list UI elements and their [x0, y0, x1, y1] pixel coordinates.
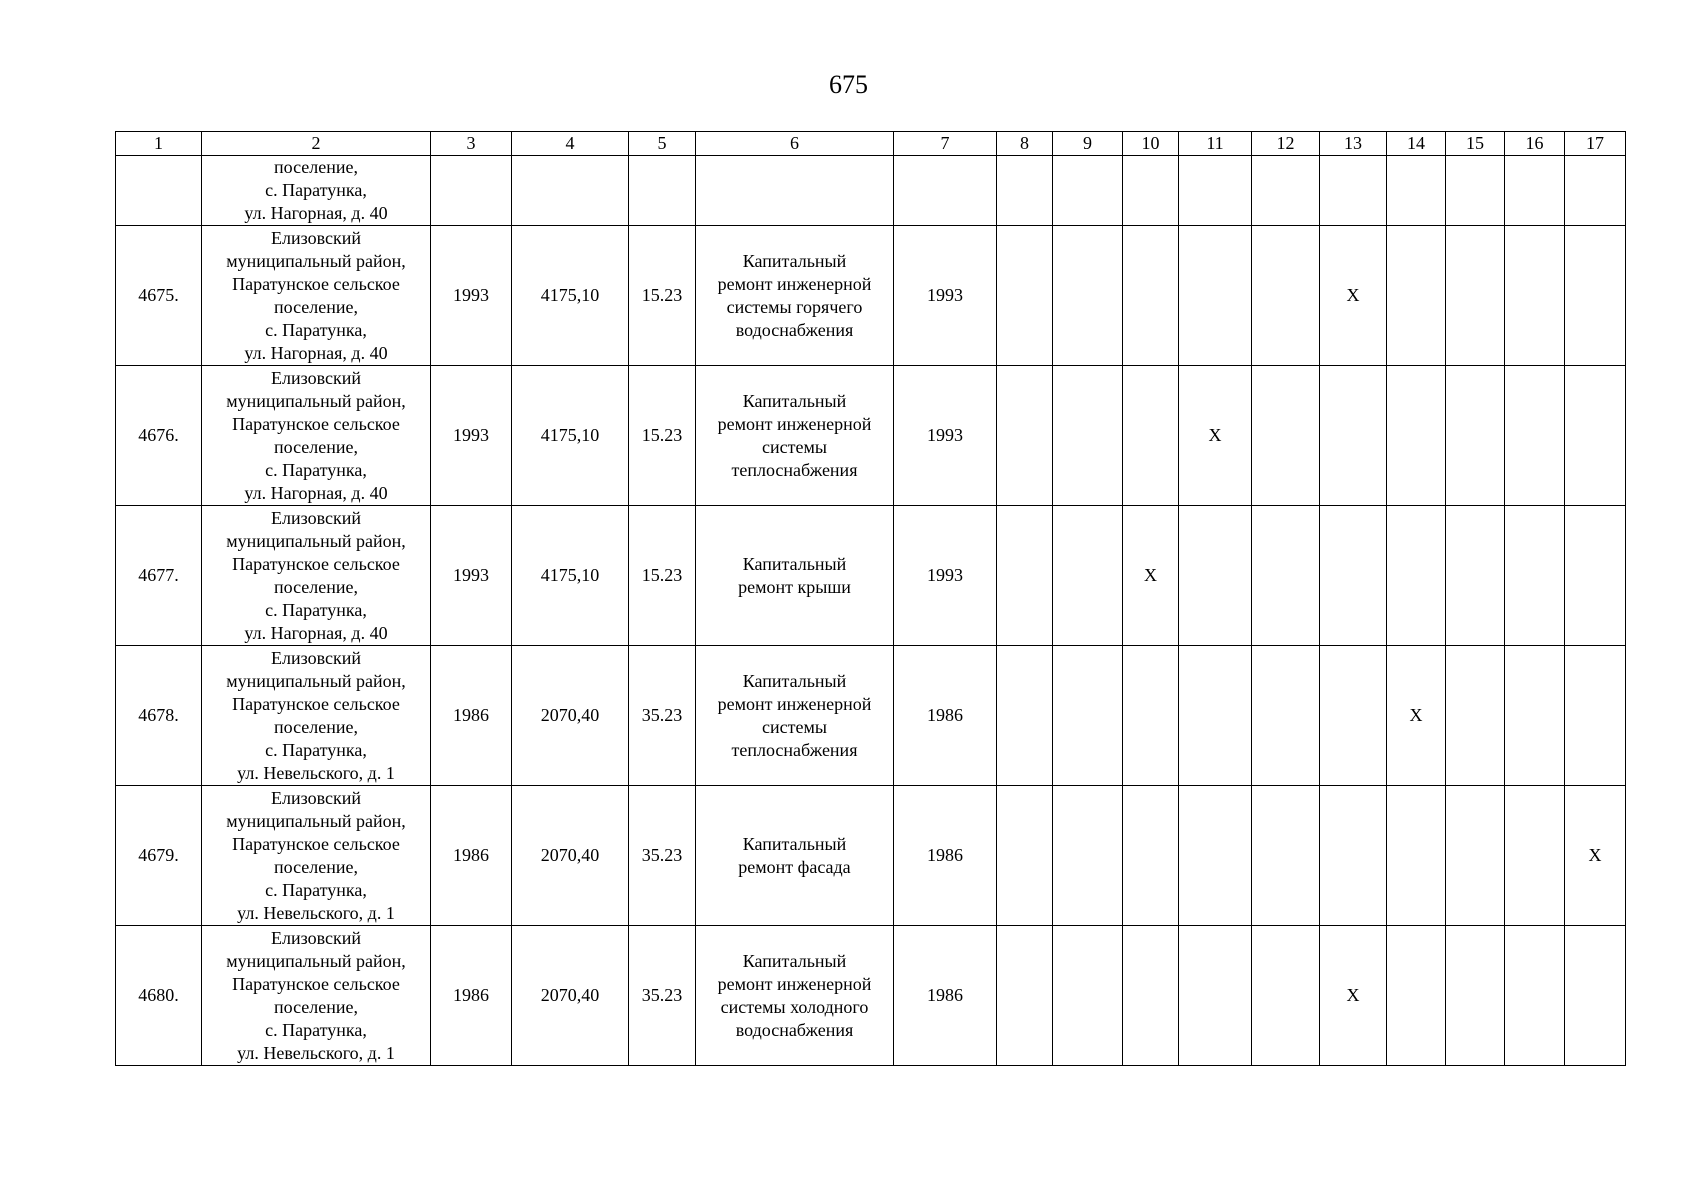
text-line: с. Паратунка, — [265, 739, 367, 760]
text-line: системы — [762, 436, 827, 457]
column-header-17: 17 — [1565, 132, 1626, 156]
wear-cell: 15.23 — [629, 366, 696, 506]
text-line: ремонт инженерной — [717, 413, 872, 434]
text-line: ремонт инженерной — [717, 273, 872, 294]
text-line: с. Паратунка, — [265, 879, 367, 900]
year-cell-2: 1986 — [894, 786, 997, 926]
empty-cell — [997, 156, 1053, 226]
empty-cell — [1565, 926, 1626, 1066]
empty-cell — [629, 156, 696, 226]
empty-cell — [1123, 646, 1179, 786]
empty-cell — [1505, 646, 1565, 786]
table-row — [116, 926, 1626, 1066]
empty-cell — [1179, 506, 1252, 646]
text-line: поселение, — [273, 716, 358, 737]
text-line: муниципальный район, — [226, 250, 406, 271]
text-line: ремонт инженерной — [717, 693, 872, 714]
empty-cell — [1387, 226, 1446, 366]
work-type-cell — [696, 366, 894, 506]
mark-cell: X — [1179, 366, 1252, 506]
text-line: Елизовский — [270, 367, 361, 388]
text-line: муниципальный район, — [226, 950, 406, 971]
table-row — [116, 366, 1626, 506]
year-cell: 1986 — [431, 786, 512, 926]
empty-cell — [1446, 366, 1505, 506]
empty-cell — [1179, 156, 1252, 226]
column-header-16: 16 — [1505, 132, 1565, 156]
text-line: поселение, — [273, 576, 358, 597]
area-cell: 2070,40 — [512, 786, 629, 926]
column-header-9: 9 — [1053, 132, 1123, 156]
row-number-cell: 4675. — [116, 226, 202, 366]
empty-cell — [1446, 646, 1505, 786]
column-header-3: 3 — [431, 132, 512, 156]
empty-cell — [1565, 506, 1626, 646]
empty-cell — [997, 926, 1053, 1066]
empty-cell — [1387, 506, 1446, 646]
mark-cell: X — [1565, 786, 1626, 926]
text-line: поселение, — [273, 856, 358, 877]
empty-cell — [1123, 226, 1179, 366]
year-cell: 1993 — [431, 226, 512, 366]
empty-cell — [1320, 786, 1387, 926]
text-line: Елизовский — [270, 227, 361, 248]
column-header-10: 10 — [1123, 132, 1179, 156]
area-cell: 2070,40 — [512, 646, 629, 786]
text-line: Елизовский — [270, 927, 361, 948]
empty-cell — [1565, 156, 1626, 226]
row-number-cell: 4676. — [116, 366, 202, 506]
empty-cell — [1053, 506, 1123, 646]
empty-cell — [997, 786, 1053, 926]
empty-cell — [1252, 786, 1320, 926]
area-cell: 4175,10 — [512, 366, 629, 506]
empty-cell — [1252, 366, 1320, 506]
text-line: с. Паратунка, — [265, 319, 367, 340]
empty-cell — [1565, 646, 1626, 786]
address-cell — [202, 786, 431, 926]
empty-cell — [1053, 366, 1123, 506]
text-line: водоснабжения — [735, 1019, 854, 1040]
text-line: ул. Нагорная, д. 40 — [244, 203, 388, 223]
empty-cell — [997, 366, 1053, 506]
text-line: ул. Невельского, д. 1 — [237, 762, 395, 783]
text-line: Елизовский — [270, 507, 361, 528]
empty-cell — [1179, 926, 1252, 1066]
table-row — [116, 506, 1626, 646]
text-line: поселение, — [273, 996, 358, 1017]
empty-cell — [997, 646, 1053, 786]
mark-cell: X — [1387, 646, 1446, 786]
empty-cell — [894, 156, 997, 226]
address-cell — [202, 226, 431, 366]
column-header-2: 2 — [202, 132, 431, 156]
text-line: ул. Невельского, д. 1 — [237, 902, 395, 923]
year-cell-2: 1993 — [894, 226, 997, 366]
text-line: с. Паратунка, — [265, 599, 367, 620]
row-number-cell: 4678. — [116, 646, 202, 786]
text-line: водоснабжения — [735, 319, 854, 340]
column-header-1: 1 — [116, 132, 202, 156]
wear-cell: 15.23 — [629, 506, 696, 646]
work-type-cell — [696, 646, 894, 786]
work-type-cell — [696, 786, 894, 926]
empty-cell — [1053, 226, 1123, 366]
empty-cell — [1053, 926, 1123, 1066]
empty-cell — [997, 506, 1053, 646]
address-cell — [202, 646, 431, 786]
text-line: ул. Невельского, д. 1 — [237, 1042, 395, 1063]
row-number-cell: 4680. — [116, 926, 202, 1066]
column-header-13: 13 — [1320, 132, 1387, 156]
empty-cell — [1252, 646, 1320, 786]
empty-cell — [1505, 156, 1565, 226]
year-cell-2: 1993 — [894, 506, 997, 646]
work-type-cell — [696, 926, 894, 1066]
year-cell-2: 1986 — [894, 646, 997, 786]
row-number-cell: 4677. — [116, 506, 202, 646]
continuation-row — [116, 156, 1626, 226]
address-cell — [202, 156, 431, 226]
text-line: с. Паратунка, — [265, 1019, 367, 1040]
text-line: Капитальный — [742, 390, 847, 411]
empty-cell — [1446, 926, 1505, 1066]
text-line: Паратунское сельское — [232, 693, 400, 714]
empty-cell — [1179, 786, 1252, 926]
column-header-5: 5 — [629, 132, 696, 156]
mark-cell: X — [1320, 226, 1387, 366]
empty-cell — [512, 156, 629, 226]
empty-cell — [1446, 786, 1505, 926]
empty-cell — [116, 156, 202, 226]
text-line: Капитальный — [742, 950, 847, 971]
text-line: муниципальный район, — [226, 670, 406, 691]
text-line: Елизовский — [270, 787, 361, 808]
empty-cell — [1505, 366, 1565, 506]
column-header-7: 7 — [894, 132, 997, 156]
capital-repair-table — [115, 131, 1626, 1066]
column-header-8: 8 — [997, 132, 1053, 156]
text-line: Капитальный — [742, 553, 847, 574]
address-cell — [202, 506, 431, 646]
area-cell: 4175,10 — [512, 506, 629, 646]
empty-cell — [1320, 646, 1387, 786]
text-line: Паратунское сельское — [232, 973, 400, 994]
empty-cell — [1179, 646, 1252, 786]
wear-cell: 35.23 — [629, 926, 696, 1066]
year-cell: 1993 — [431, 366, 512, 506]
empty-cell — [1505, 926, 1565, 1066]
column-header-4: 4 — [512, 132, 629, 156]
empty-cell — [1505, 226, 1565, 366]
empty-cell — [1387, 156, 1446, 226]
text-line: муниципальный район, — [226, 390, 406, 411]
empty-cell — [1320, 156, 1387, 226]
text-line: ремонт крыши — [738, 576, 851, 597]
text-line: Паратунское сельское — [232, 413, 400, 434]
year-cell: 1993 — [431, 506, 512, 646]
text-line: Паратунское сельское — [232, 833, 400, 854]
address-cell — [202, 926, 431, 1066]
text-line: теплоснабжения — [731, 459, 858, 480]
year-cell: 1986 — [431, 646, 512, 786]
empty-cell — [1123, 926, 1179, 1066]
text-line: системы — [762, 716, 827, 737]
page-number: 675 — [829, 70, 868, 99]
empty-cell — [1320, 366, 1387, 506]
text-line: системы холодного — [720, 996, 869, 1017]
text-line: с. Паратунка, — [265, 459, 367, 480]
work-type-cell — [696, 506, 894, 646]
text-line: Капитальный — [742, 250, 847, 271]
empty-cell — [1446, 156, 1505, 226]
empty-cell — [1320, 506, 1387, 646]
table-row — [116, 226, 1626, 366]
empty-cell — [1446, 226, 1505, 366]
empty-cell — [431, 156, 512, 226]
empty-cell — [1565, 226, 1626, 366]
text-line: поселение, — [273, 296, 358, 317]
text-line: ремонт фасада — [738, 856, 851, 877]
text-line: ул. Нагорная, д. 40 — [244, 482, 388, 503]
column-header-15: 15 — [1446, 132, 1505, 156]
wear-cell: 35.23 — [629, 646, 696, 786]
column-header-12: 12 — [1252, 132, 1320, 156]
empty-cell — [1565, 366, 1626, 506]
empty-cell — [1252, 506, 1320, 646]
text-line: с. Паратунка, — [265, 180, 367, 200]
empty-cell — [1387, 786, 1446, 926]
column-header-11: 11 — [1179, 132, 1252, 156]
mark-cell: X — [1320, 926, 1387, 1066]
text-line: поселение, — [273, 436, 358, 457]
text-line: ремонт инженерной — [717, 973, 872, 994]
wear-cell: 15.23 — [629, 226, 696, 366]
row-number-cell: 4679. — [116, 786, 202, 926]
mark-cell: X — [1123, 506, 1179, 646]
text-line: системы горячего — [726, 296, 863, 317]
empty-cell — [1053, 156, 1123, 226]
empty-cell — [1387, 926, 1446, 1066]
text-line: муниципальный район, — [226, 810, 406, 831]
text-line: поселение, — [273, 157, 358, 177]
column-header-6: 6 — [696, 132, 894, 156]
text-line: ул. Нагорная, д. 40 — [244, 622, 388, 643]
column-header-14: 14 — [1387, 132, 1446, 156]
area-cell: 4175,10 — [512, 226, 629, 366]
empty-cell — [1179, 226, 1252, 366]
empty-cell — [1505, 506, 1565, 646]
year-cell: 1986 — [431, 926, 512, 1066]
table-row — [116, 786, 1626, 926]
empty-cell — [1387, 366, 1446, 506]
text-line: Паратунское сельское — [232, 273, 400, 294]
work-type-cell — [696, 226, 894, 366]
empty-cell — [1505, 786, 1565, 926]
empty-cell — [1053, 646, 1123, 786]
empty-cell — [1252, 156, 1320, 226]
text-line: Елизовский — [270, 647, 361, 668]
empty-cell — [1053, 786, 1123, 926]
empty-cell — [997, 226, 1053, 366]
empty-cell — [1123, 156, 1179, 226]
text-line: Капитальный — [742, 670, 847, 691]
empty-cell — [1123, 786, 1179, 926]
empty-cell — [1446, 506, 1505, 646]
text-line: муниципальный район, — [226, 530, 406, 551]
empty-cell — [1123, 366, 1179, 506]
year-cell-2: 1986 — [894, 926, 997, 1066]
address-cell — [202, 366, 431, 506]
text-line: теплоснабжения — [731, 739, 858, 760]
empty-cell — [1252, 226, 1320, 366]
text-line: Капитальный — [742, 833, 847, 854]
table-row — [116, 646, 1626, 786]
column-number-row — [116, 132, 1626, 156]
text-line: Паратунское сельское — [232, 553, 400, 574]
text-line: ул. Нагорная, д. 40 — [244, 342, 388, 363]
empty-cell — [696, 156, 894, 226]
empty-cell — [1252, 926, 1320, 1066]
year-cell-2: 1993 — [894, 366, 997, 506]
area-cell: 2070,40 — [512, 926, 629, 1066]
wear-cell: 35.23 — [629, 786, 696, 926]
